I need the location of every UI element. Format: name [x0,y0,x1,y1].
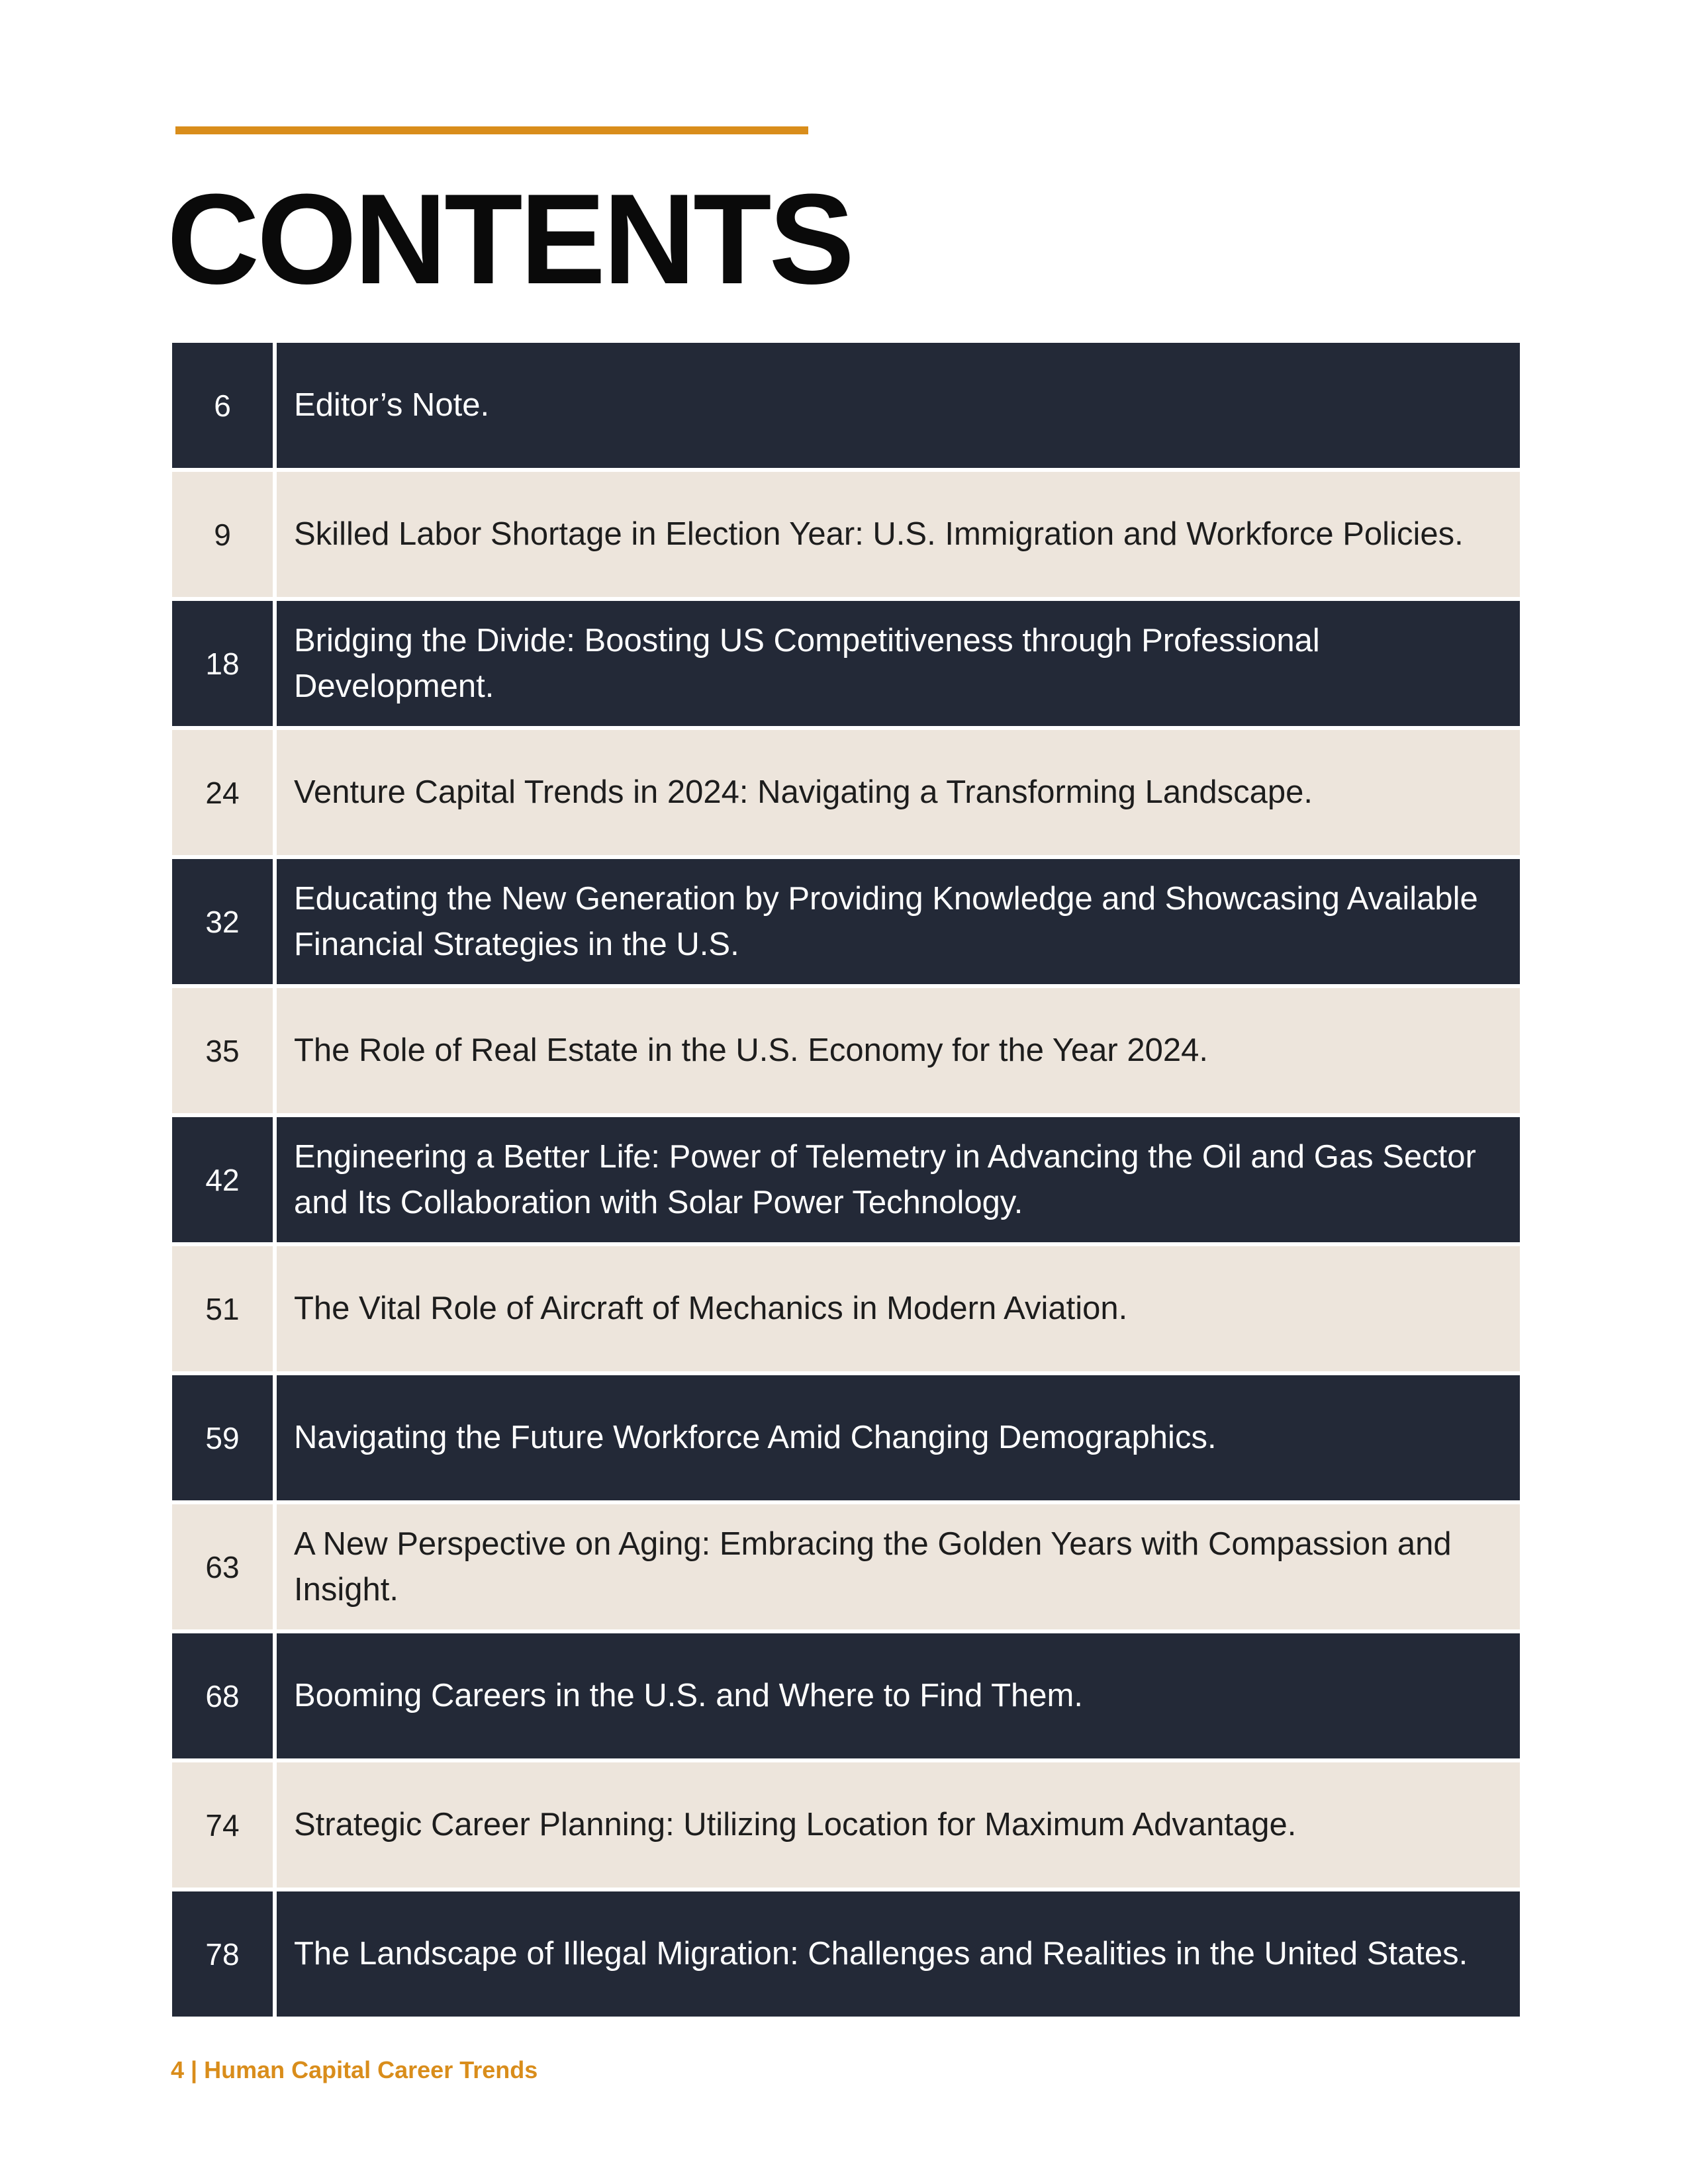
toc-row[interactable] [172,1762,1520,1888]
toc-row[interactable] [172,730,1520,855]
toc-entry-title: Engineering a Better Life: Power of Telemetry in Advancing the Oil and Gas Sector and Its Collaboration with Solar Power Technology. [277,1117,1520,1242]
toc-row[interactable] [172,859,1520,984]
toc-entry-title: The Role of Real Estate in the U.S. Economy for the Year 2024. [277,988,1520,1113]
toc-entry-title: Strategic Career Planning: Utilizing Location for Maximum Advantage. [277,1762,1520,1888]
toc-entry-title: Booming Careers in the U.S. and Where to Find Them. [277,1633,1520,1758]
toc-page-number: 63 [172,1504,273,1629]
toc-entry-title: A New Perspective on Aging: Embracing the Golden Years with Compassion and Insight. [277,1504,1520,1629]
toc-row[interactable] [172,1633,1520,1758]
toc-entry-title: Navigating the Future Workforce Amid Changing Demographics. [277,1375,1520,1500]
toc-entry-title: Venture Capital Trends in 2024: Navigating a Transforming Landscape. [277,730,1520,855]
toc-row[interactable] [172,1891,1520,2017]
toc-row[interactable] [172,988,1520,1113]
toc-page-number: 68 [172,1633,273,1758]
toc-row[interactable] [172,472,1520,597]
toc-page-number: 18 [172,601,273,726]
toc-row[interactable] [172,343,1520,468]
toc-page-number: 51 [172,1246,273,1371]
toc-entry-title: Skilled Labor Shortage in Election Year: U.S. Immigration and Workforce Policies. [277,472,1520,597]
toc-page-number: 6 [172,343,273,468]
toc-page-number: 32 [172,859,273,984]
page-title: CONTENTS [167,167,852,311]
toc-row[interactable] [172,601,1520,726]
toc-entry-title: Educating the New Generation by Providing Knowledge and Showcasing Available Financial Strategies in the U.S. [277,859,1520,984]
toc-entry-title: Editor’s Note. [277,343,1520,468]
toc-page-number: 35 [172,988,273,1113]
toc-page-number: 74 [172,1762,273,1888]
toc-page-number: 9 [172,472,273,597]
toc-page-number: 42 [172,1117,273,1242]
toc-row[interactable] [172,1117,1520,1242]
toc-row[interactable] [172,1246,1520,1371]
toc-page-number: 24 [172,730,273,855]
table-of-contents [172,343,1520,2021]
page-footer: 4 | Human Capital Career Trends [171,2056,538,2083]
toc-page-number: 59 [172,1375,273,1500]
toc-row[interactable] [172,1375,1520,1500]
toc-entry-title: The Vital Role of Aircraft of Mechanics in Modern Aviation. [277,1246,1520,1371]
toc-page-number: 78 [172,1891,273,2017]
toc-row[interactable] [172,1504,1520,1629]
toc-entry-title: Bridging the Divide: Boosting US Competitiveness through Professional Development. [277,601,1520,726]
title-accent-rule [175,126,808,134]
toc-entry-title: The Landscape of Illegal Migration: Challenges and Realities in the United States. [277,1891,1520,2017]
